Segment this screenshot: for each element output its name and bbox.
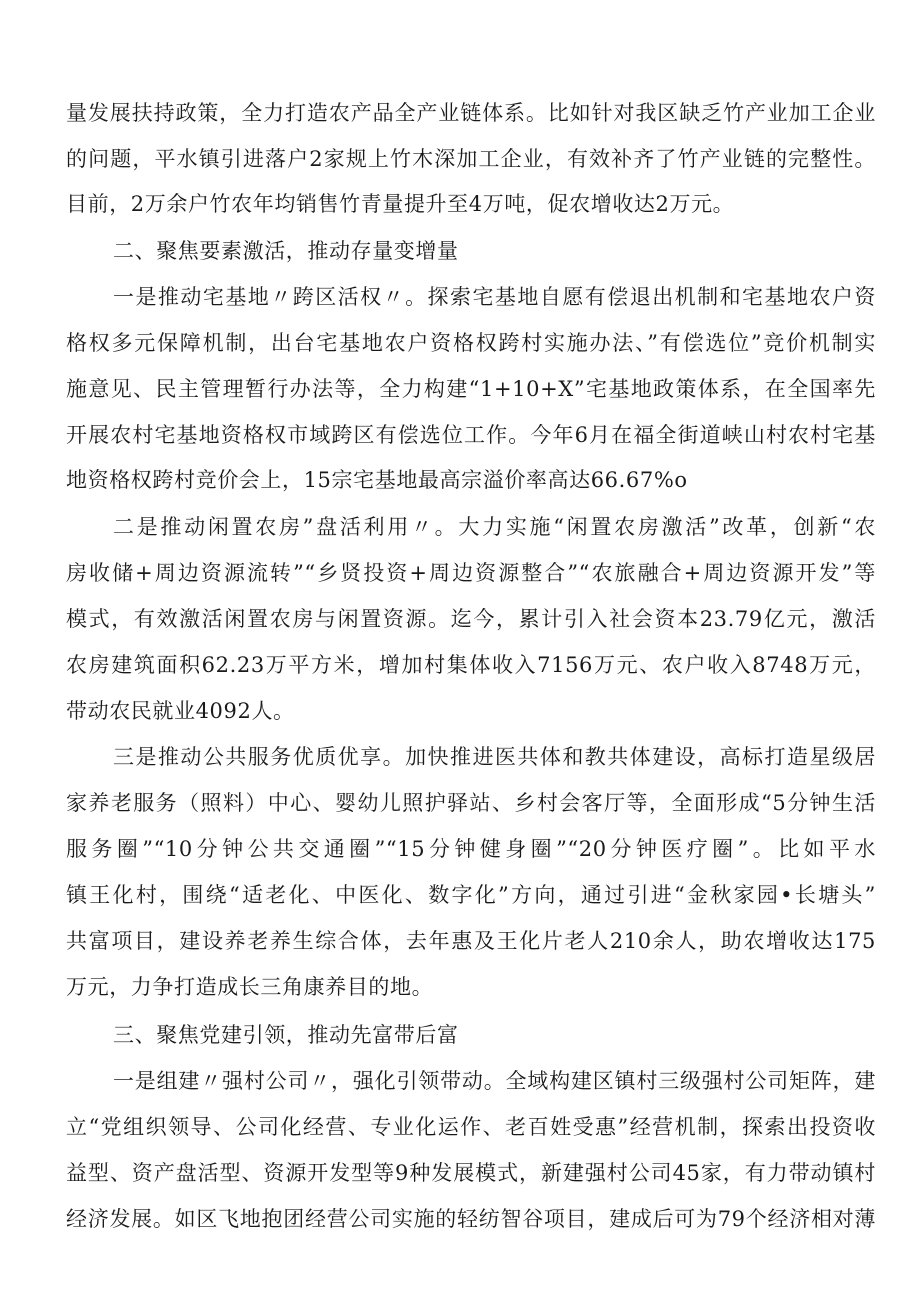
paragraph-line: 房收储+周边资源流转”“乡贤投资+周边资源整合”“农旅融合+周边资源开发”等 bbox=[66, 561, 876, 585]
paragraph-line: 益型、资产盘活型、资源开发型等9种发展模式，新建强村公司45家，有力带动镇村 bbox=[66, 1161, 876, 1185]
paragraph-line: 经济发展。如区飞地抱团经营公司实施的轻纺智谷项目，建成后可为79个经济相对薄 bbox=[66, 1207, 876, 1231]
paragraph-line: 服务圈”“10分钟公共交通圈”“15分钟健身圈”“20分钟医疗圈”。比如平水 bbox=[66, 837, 876, 861]
paragraph-line: 一是推动宅基地〃跨区活权〃。探索宅基地自愿有偿退出机制和宅基地农户资 bbox=[113, 285, 876, 309]
section-heading: 二、聚焦要素激活，推动存量变增量 bbox=[113, 239, 459, 263]
paragraph-line: 带动农民就业4092人。 bbox=[66, 699, 295, 723]
section-heading: 三、聚焦党建引领，推动先富带后富 bbox=[113, 1023, 459, 1047]
paragraph-line: 万元，力争打造成长三角康养目的地。 bbox=[66, 975, 434, 999]
paragraph-line: 家养老服务（照料）中心、婴幼儿照护驿站、乡村会客厅等，全面形成“5分钟生活 bbox=[66, 791, 876, 815]
paragraph-line: 三是推动公共服务优质优享。加快推进医共体和教共体建设，高标打造星级居 bbox=[113, 745, 876, 769]
paragraph-line: 共富项目，建设养老养生综合体，去年惠及王化片老人210余人，助农增收达175 bbox=[66, 929, 876, 953]
paragraph-line: 的问题，平水镇引进落户2家规上竹木深加工企业，有效补齐了竹产业链的完整性。 bbox=[66, 147, 876, 171]
paragraph-line: 一是组建〃强村公司〃，强化引领带动。全域构建区镇村三级强村公司矩阵，建 bbox=[113, 1069, 876, 1093]
paragraph-line: 模式，有效激活闲置农房与闲置资源。迄今，累计引入社会资本23.79亿元，激活 bbox=[66, 607, 876, 631]
paragraph-line: 量发展扶持政策，全力打造农产品全产业链体系。比如针对我区缺乏竹产业加工企业 bbox=[66, 101, 876, 125]
paragraph-line: 地资格权跨村竞价会上，15宗宅基地最高宗溢价率高达66.67%o bbox=[66, 468, 688, 492]
paragraph-line: 目前，2万余户竹农年均销售竹青量提升至4万吨，促农增收达2万元。 bbox=[66, 192, 735, 216]
paragraph-line: 二是推动闲置农房”盘活利用〃。大力实施“闲置农房激活”改革，创新“农 bbox=[113, 515, 876, 539]
paragraph-line: 开展农村宅基地资格权市域跨区有偿选位工作。今年6月在福全街道峡山村农村宅基 bbox=[66, 423, 876, 447]
paragraph-line: 镇王化村，围绕“适老化、中医化、数字化”方向，通过引进“金秋家园•长塘头” bbox=[66, 883, 876, 907]
paragraph-line: 施意见、民主管理暂行办法等，全力构建“1+10+X”宅基地政策体系，在全国率先 bbox=[66, 377, 876, 401]
paragraph-line: 立“党组织领导、公司化经营、专业化运作、老百姓受惠”经营机制，探索出投资收 bbox=[66, 1115, 876, 1139]
paragraph-line: 格权多元保障机制，出台宅基地农户资格权跨村实施办法、”有偿选位”竞价机制实 bbox=[66, 331, 876, 355]
paragraph-line: 农房建筑面积62.23万平方米，增加村集体收入7156万元、农户收入8748万元， bbox=[66, 653, 876, 677]
